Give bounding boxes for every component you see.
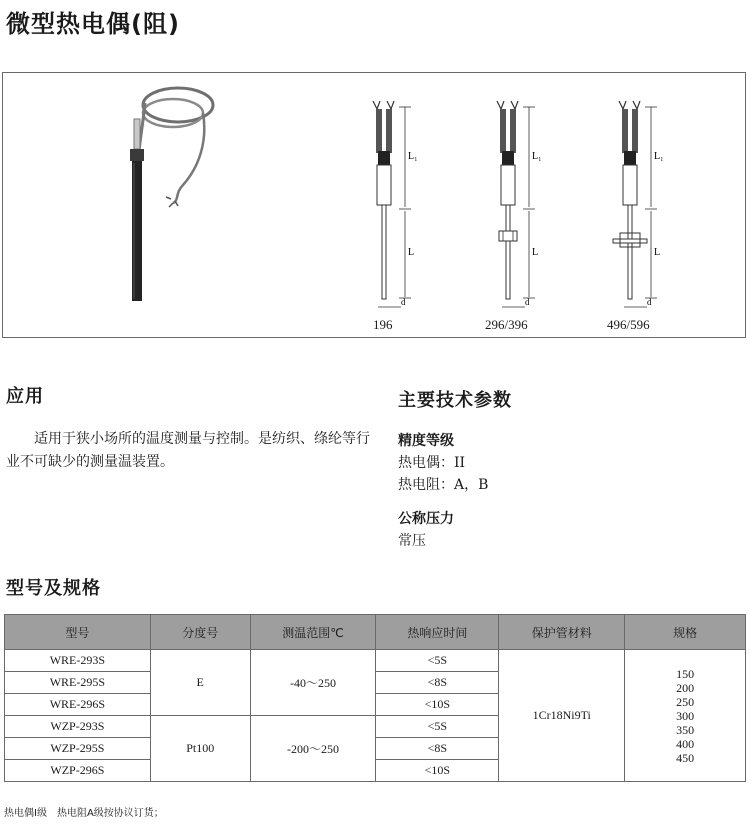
caption-196: 196: [373, 317, 393, 332]
model-cell: WRE-295S: [5, 672, 151, 694]
accuracy-rtd: 热电阻：A，B: [398, 477, 489, 493]
model-cell: WRE-293S: [5, 650, 151, 672]
dim-label-l1: L₁: [532, 151, 542, 162]
order-note: 热电偶I级 热电阻A级按协议订货；: [4, 808, 164, 819]
dim-label-d: d: [401, 297, 406, 307]
drawing-196: [373, 101, 411, 307]
model-cell: WRE-296S: [5, 694, 151, 716]
accuracy-thermocouple: 热电偶：II: [398, 455, 466, 471]
params-heading: 主要技术参数: [398, 390, 512, 411]
caption-496-596: 496/596: [607, 317, 650, 332]
col-size: 规格: [625, 615, 746, 650]
dim-label-d: d: [525, 297, 530, 307]
material-cell: 1Cr18Ni9Ti: [499, 650, 625, 782]
dim-label-l: L: [532, 247, 539, 258]
table-row: [5, 650, 746, 672]
response-cell: <5S: [376, 650, 499, 672]
size-value: 350: [676, 722, 695, 737]
response-cell: <10S: [376, 694, 499, 716]
response-cell: <8S: [376, 738, 499, 760]
response-cell: <8S: [376, 672, 499, 694]
size-value: 450: [676, 750, 695, 765]
dim-label-l: L: [654, 247, 661, 258]
response-cell: <10S: [376, 760, 499, 782]
col-graduation: 分度号: [150, 615, 250, 650]
dim-label-l: L: [408, 247, 415, 258]
caption-296-396: 296/396: [485, 317, 528, 332]
size-value: 400: [676, 736, 695, 751]
table-header-row: [5, 615, 746, 650]
pressure-value: 常压: [398, 533, 426, 549]
application-heading: 应用: [6, 386, 44, 407]
dim-label-l1: L₁: [408, 151, 418, 162]
range-cell: -200～250: [250, 716, 376, 782]
accuracy-heading: 精度等级: [398, 433, 454, 449]
size-value: 300: [676, 708, 695, 723]
size-value: 200: [676, 680, 695, 695]
col-range: 测温范围℃: [250, 615, 376, 650]
size-value: 250: [676, 694, 695, 709]
drawing-496-596: [613, 101, 657, 307]
dim-label-l1: L₁: [654, 151, 664, 162]
model-cell: WZP-296S: [5, 760, 151, 782]
response-cell: <5S: [376, 716, 499, 738]
size-value: 150: [676, 666, 695, 681]
drawing-296-396: [497, 101, 535, 307]
spec-table: [4, 614, 746, 782]
sizes-cell: [625, 650, 746, 782]
dim-label-d: d: [647, 297, 652, 307]
models-heading: 型号及规格: [6, 578, 101, 599]
col-material: 保护管材料: [499, 615, 625, 650]
graduation-cell: Pt100: [150, 716, 250, 782]
page-title: 微型热电偶(阻): [6, 10, 180, 38]
graduation-cell: E: [150, 650, 250, 716]
pressure-heading: 公称压力: [398, 511, 454, 527]
product-drawings: [3, 73, 747, 339]
product-figure: [2, 72, 746, 338]
model-cell: WZP-295S: [5, 738, 151, 760]
model-cell: WZP-293S: [5, 716, 151, 738]
thermocouple-photo: [130, 88, 213, 301]
col-model: 型号: [5, 615, 151, 650]
range-cell: -40～250: [250, 650, 376, 716]
col-response-time: 热响应时间: [376, 615, 499, 650]
application-text: 适用于狭小场所的温度测量与控制。是纺织、绦纶等行业不可缺少的测量温装置。: [6, 431, 370, 470]
